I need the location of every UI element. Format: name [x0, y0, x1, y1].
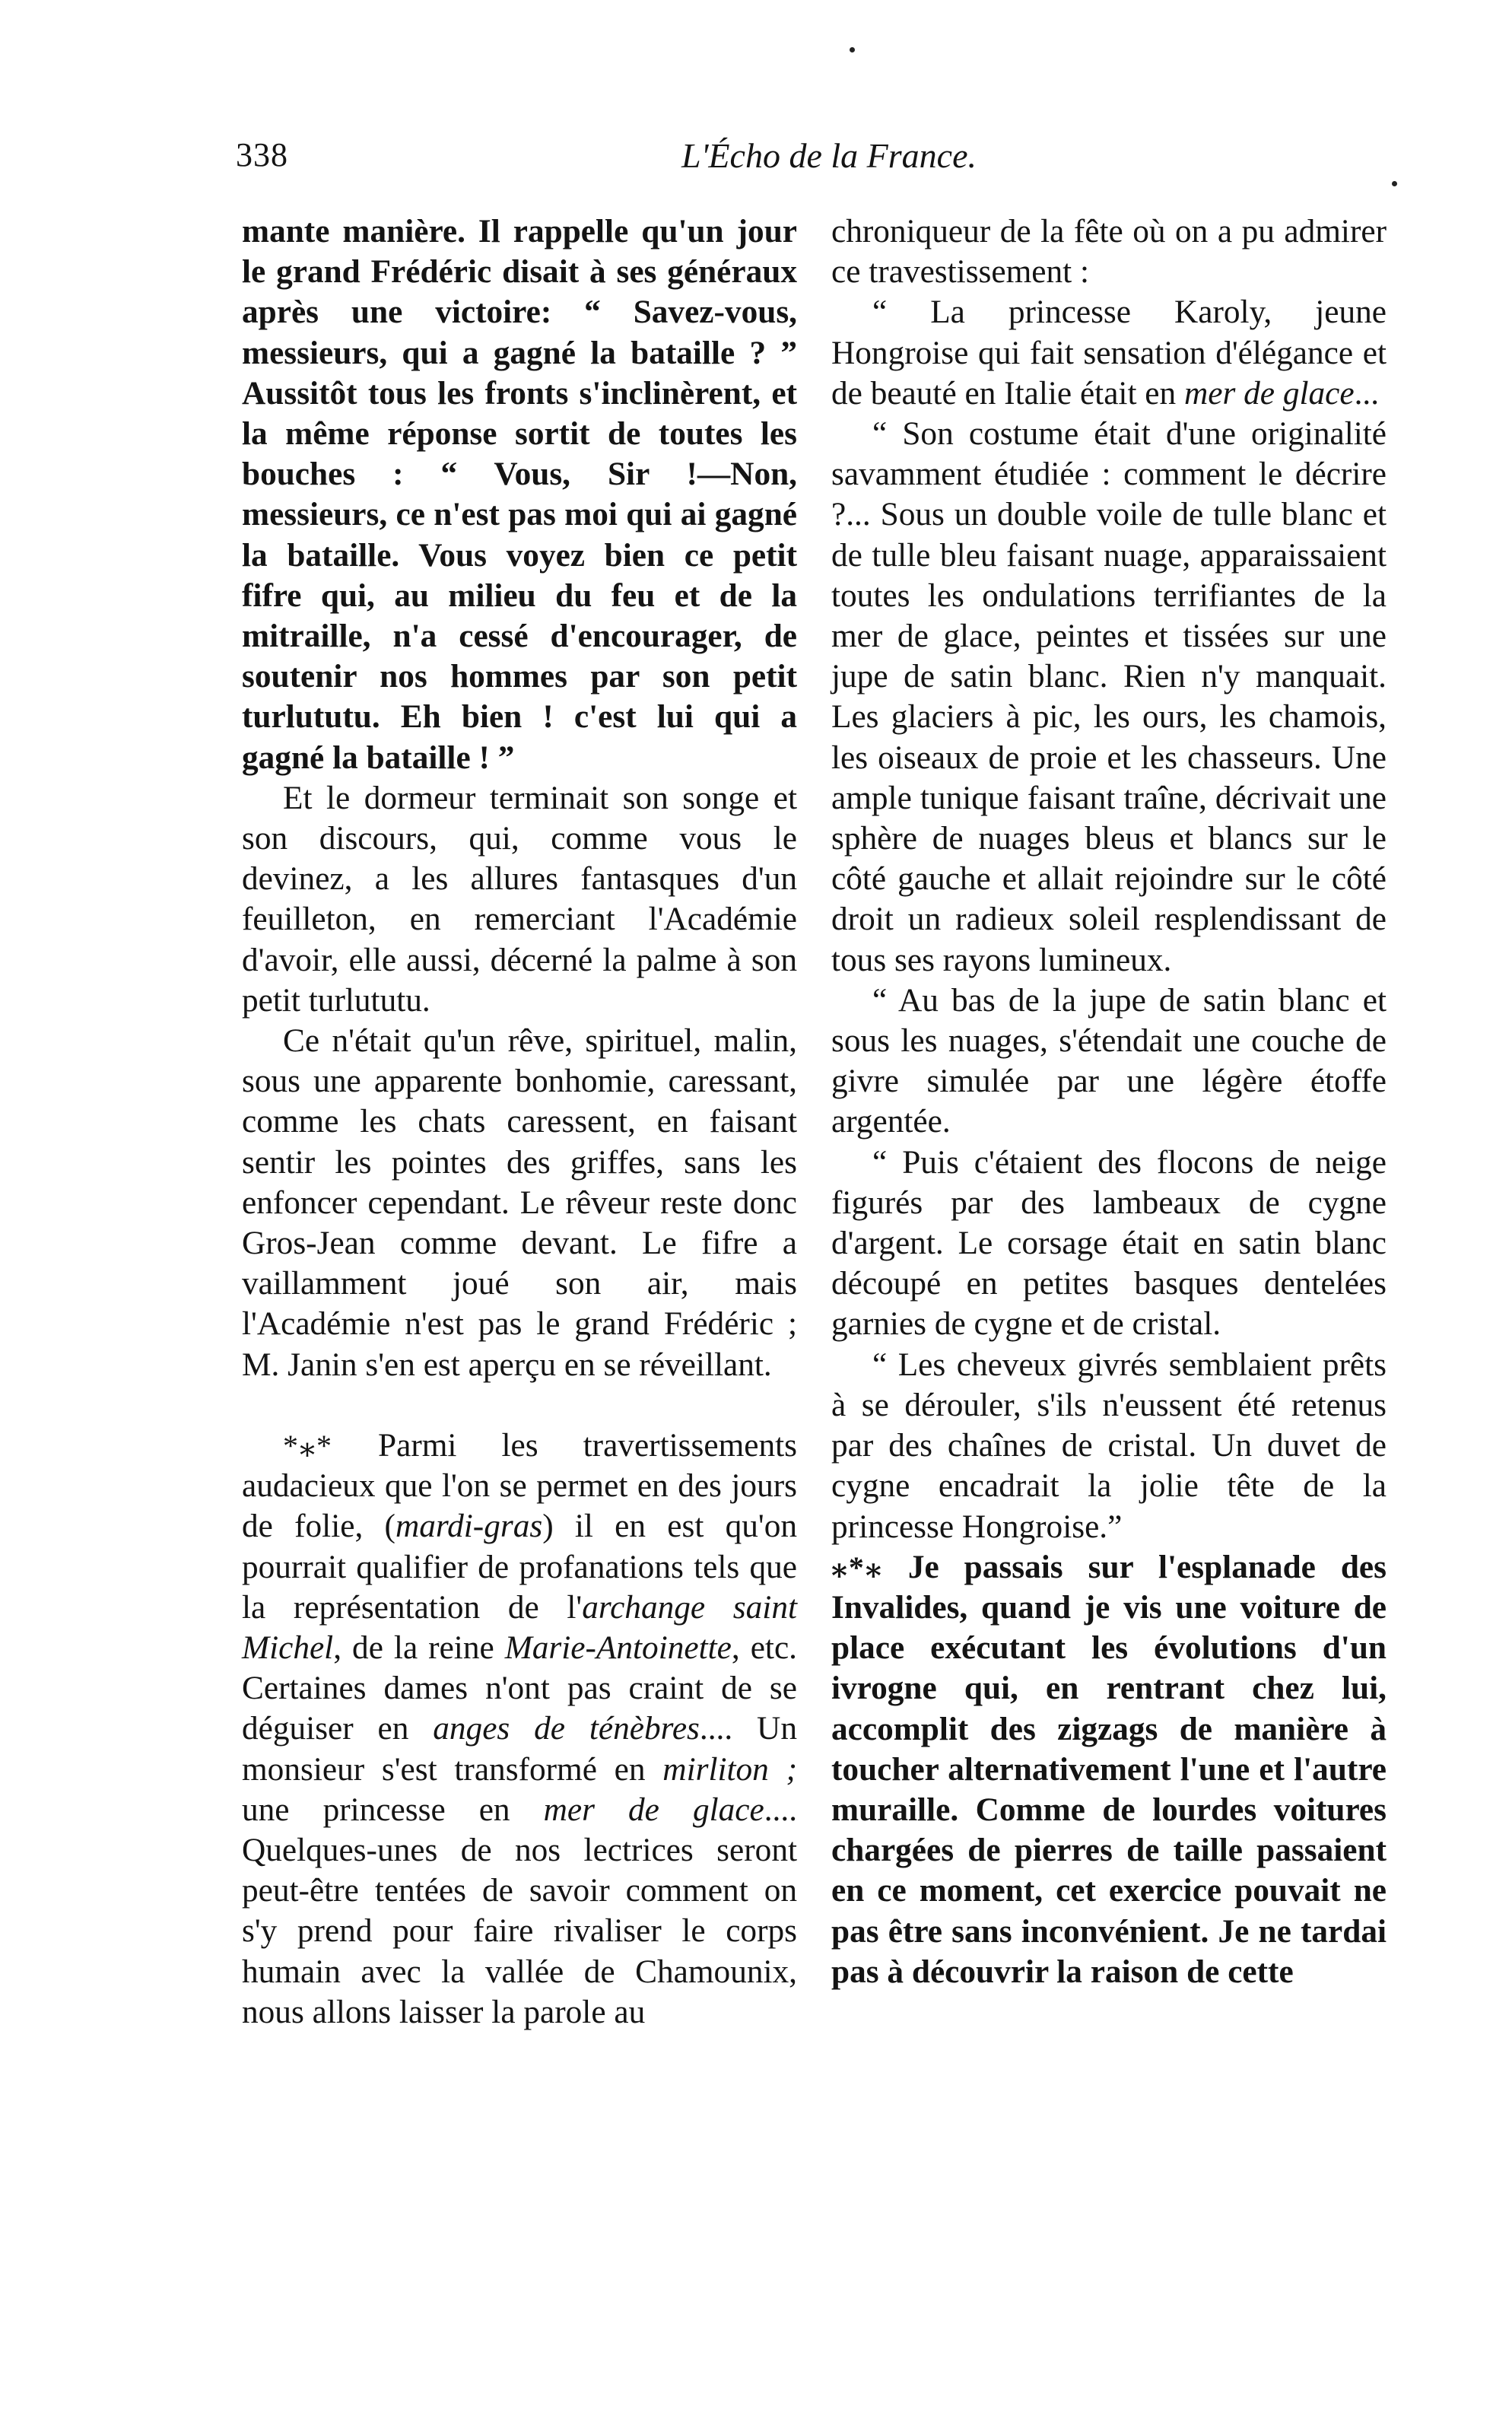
paragraph: “ Puis c'étaient des flocons de neige figurés par des lambeaux de cygne d'argent. Le corsage était en satin blanc découpé en petites basques dentelées garnies de cygne et de cristal. — [831, 1143, 1387, 1343]
text-run: une princesse en — [242, 1791, 544, 1828]
text-run: .... Un monsieur s'est transformé en — [242, 1710, 797, 1788]
paragraph: “ Au bas de la jupe de satin blanc et sous les nuages, s'étendait une couche de givre simulée par une légère étoffe argentée. — [831, 981, 1387, 1140]
print-speck — [850, 47, 855, 52]
text-run: , de la reine — [333, 1629, 505, 1666]
left-column — [242, 211, 797, 2033]
right-column — [831, 211, 1387, 1992]
italic-run: mirliton ; — [662, 1750, 797, 1788]
italic-run: archange saint Michel — [242, 1588, 797, 1666]
italic-run: mer de glace — [543, 1791, 764, 1828]
paragraph: mante manière. Il rappelle qu'un jour le grand Frédéric disait à ses généraux après une victoire: “ Savez-vous, messieurs, qui a gagné la bataille ? ” Aussitôt tous les fronts s'inclinèrent, et la même réponse sortit de toutes les bouches : “ Vous, Sir !—Non, messieurs, ce n'est pas moi qui ai gagné la bataille. Vous voyez bien ce petit fifre qui, au milieu du feu et de la mitraille, n'a cessé d'encourager, de soutenir nos hommes par son petit turlututu. Eh bien ! c'est lui qui a gagné la bataille ! ” — [242, 213, 797, 776]
italic-run: Marie-Antoinette — [504, 1629, 732, 1666]
paragraph — [242, 1426, 797, 2033]
text-run: “ La princesse Karoly, jeune Hongroise qui fait sensation d'élégance et de beauté en Italie était en — [831, 294, 1387, 412]
running-title: L'Écho de la France. — [681, 136, 977, 175]
text-run: .... Quelques-unes de nos lectrices seront peut-être tentées de savoir comment on s'y prend pour faire rivaliser le corps humain avec la vallée de Chamounix, nous allons laisser la parole au — [242, 1791, 798, 2030]
text-run: Je passais sur l'esplanade des Invalides, quand je vis une voiture de place exécutant les évolutions d'un ivrogne qui, en rentrant chez lui, accomplit des zigzags de manière à toucher alternativement l'une et l'autre muraille. Comme de lourdes voitures chargées de pierres de taille passaient en ce moment, cet exercice pouvait ne pas être sans inconvénient. Je ne tardai pas à découvrir la raison de cette — [831, 1548, 1387, 1990]
paragraph — [831, 1547, 1387, 1992]
page-number: 338 — [236, 136, 288, 173]
asterism: ⁎*⁎ — [831, 1550, 883, 1585]
text-run: , etc. Certaines dames n'ont pas craint de se déguiser en — [242, 1629, 798, 1747]
text-run: ) il en est qu'on pourrait qualifier de profanations tels que la représentation de l' — [242, 1508, 797, 1626]
paragraph — [831, 292, 1387, 414]
paragraph: chroniqueur de la fête où on a pu admirer ce travestissement : — [831, 213, 1387, 291]
print-speck — [1392, 181, 1397, 186]
italic-run: anges de ténèbres — [433, 1710, 700, 1747]
paragraph: Et le dormeur terminait son songe et son discours, qui, comme vous le devinez, a les allures fantasques d'un feuilleton, en remerciant l'Académie d'avoir, elle aussi, décerné la palme à son petit turlututu. — [242, 779, 797, 1019]
asterism: *⁎* — [283, 1428, 333, 1463]
italic-run: mer de glace — [1183, 374, 1355, 412]
page-header — [236, 135, 1388, 189]
paragraph: “ Les cheveux givrés semblaient prêts à se dérouler, s'ils n'eussent été retenus par des chaînes de cristal. Un duvet de cygne encadrait la jolie tête de la princesse Hongroise.” — [831, 1346, 1387, 1545]
paragraph: “ Son costume était d'une originalité savamment étudiée : comment le décrire ?... Sous un double voile de tulle blanc et de tulle bleu faisant nuage, apparaissaient toutes les ondulations terrifiantes de la mer de glace, peintes et tissées sur une jupe de satin blanc. Rien n'y manquait. Les glaciers à pic, les ours, les chamois, les oiseaux de proie et les chasseurs. Une ample tunique faisant traîne, décrivait une sphère de nuages bleus et blancs sur le côté gauche et allait rejoindre sur le côté droit un radieux soleil resplendissant de tous ses rayons lumineux. — [831, 415, 1387, 978]
text-run: ... — [1354, 374, 1380, 412]
text-run: Parmi les travertissements audacieux que l'on se permet en des jours de folie, ( — [242, 1426, 797, 1545]
paragraph: Ce n'était qu'un rêve, spirituel, malin, sous une apparente bonhomie, caressant, comme les chats caressent, en faisant sentir les pointes des griffes, sans les enfoncer cependant. Le rêveur reste donc Gros-Jean comme devant. Le fifre a vaillamment joué son air, mais l'Académie n'est pas le grand Frédéric ; M. Janin s'en est aperçu en se réveillant. — [242, 1022, 797, 1383]
italic-run: mardi-gras — [395, 1508, 543, 1545]
